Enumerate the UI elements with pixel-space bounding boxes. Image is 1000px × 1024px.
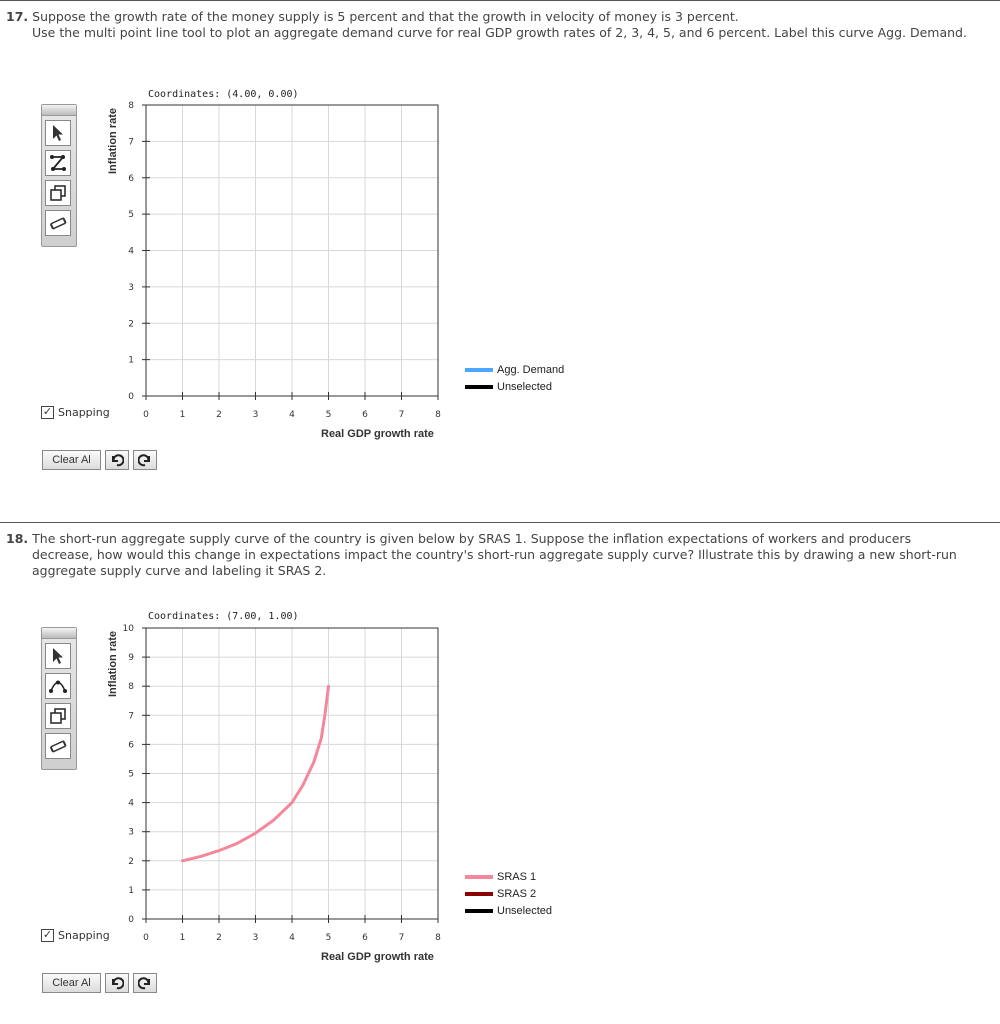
legend-label: Unselected xyxy=(497,380,553,393)
coordinates-readout: Coordinates: (4.00, 0.00) xyxy=(148,89,299,100)
legend-label: SRAS 1 xyxy=(497,870,537,883)
x-tick-label: 1 xyxy=(179,933,186,943)
legend-item-unselected[interactable] xyxy=(465,902,552,919)
legend-item-sras2[interactable] xyxy=(465,885,552,902)
legend-swatch xyxy=(465,368,493,372)
x-tick-label: 5 xyxy=(325,410,332,420)
x-tick-label: 7 xyxy=(398,933,405,943)
y-tick-label: 5 xyxy=(128,210,134,221)
x-axis-label: Real GDP growth rate xyxy=(321,428,434,440)
y-tick-label: 1 xyxy=(128,355,134,366)
y-tick-label: 0 xyxy=(128,915,134,925)
x-tick-label: 3 xyxy=(252,410,259,420)
legend-label: Unselected xyxy=(497,904,553,917)
y-tick-label: 10 xyxy=(122,624,134,634)
undo-button[interactable] xyxy=(105,973,129,993)
x-tick-label: 8 xyxy=(435,933,441,943)
y-tick-label: 1 xyxy=(128,885,134,896)
question-text-line1: Suppose the growth rate of the money supply is 5 percent and that the growth in velocity of money is 3 percent. xyxy=(32,9,739,24)
y-tick-label: 6 xyxy=(128,173,134,184)
coordinates-readout: Coordinates: (7.00, 1.00) xyxy=(148,611,299,622)
x-tick-label: 6 xyxy=(362,410,368,420)
snapping-toggle[interactable] xyxy=(41,929,110,942)
y-tick-label: 2 xyxy=(128,856,134,867)
legend xyxy=(465,868,552,919)
legend xyxy=(465,361,564,395)
y-tick-label: 8 xyxy=(128,101,134,111)
x-tick-label: 0 xyxy=(143,933,149,943)
clear-all-button[interactable]: Clear Al xyxy=(42,450,101,470)
drawing-toolbar xyxy=(41,627,77,770)
legend-label: Agg. Demand xyxy=(497,363,565,376)
y-tick-label: 4 xyxy=(128,798,134,809)
question-number: 17. xyxy=(6,9,29,24)
clear-all-button[interactable]: Clear Al xyxy=(42,973,101,993)
x-tick-label: 0 xyxy=(143,410,149,420)
x-tick-label: 4 xyxy=(289,933,295,943)
toolbar-cap xyxy=(42,628,76,639)
y-tick-label: 3 xyxy=(128,282,134,293)
x-tick-label: 4 xyxy=(289,410,295,420)
select-arrow-icon[interactable] xyxy=(45,643,71,669)
redo-button[interactable] xyxy=(133,973,157,993)
curve-tool-icon[interactable] xyxy=(45,673,71,699)
legend-swatch xyxy=(465,909,493,913)
x-tick-label: 5 xyxy=(325,933,332,943)
x-tick-label: 3 xyxy=(252,933,259,943)
copy-icon[interactable] xyxy=(45,703,71,729)
question-text-line1: The short-run aggregate supply curve of the country is given below by SRAS 1. Suppose the inflation expectations of workers and producers xyxy=(32,531,912,546)
legend-item-sras1[interactable] xyxy=(465,868,552,885)
x-tick-label: 2 xyxy=(216,933,222,943)
snapping-checkbox[interactable]: ✓ xyxy=(42,928,53,941)
y-tick-label: 0 xyxy=(128,392,134,402)
x-tick-label: 8 xyxy=(435,410,441,420)
y-tick-label: 3 xyxy=(128,827,134,838)
question-text-line2: decrease, how would this change in expectations impact the country's short-run aggregate supply curve? Illustrate this by drawing a new short-run aggregate supply curve and labeling it SRAS 2. xyxy=(32,547,957,578)
section-rule xyxy=(0,522,1000,523)
legend-swatch xyxy=(465,385,493,389)
question-number: 18. xyxy=(6,531,29,546)
question-18 xyxy=(6,531,991,579)
legend-item-unselected[interactable] xyxy=(465,378,564,395)
legend-swatch xyxy=(465,875,493,879)
undo-icon xyxy=(110,976,124,990)
y-tick-label: 7 xyxy=(128,137,134,148)
y-tick-label: 2 xyxy=(128,319,134,330)
legend-swatch xyxy=(465,892,493,896)
y-tick-label: 5 xyxy=(128,769,134,780)
redo-icon xyxy=(138,976,152,990)
y-axis-label: Inflation rate xyxy=(107,630,119,697)
y-tick-label: 4 xyxy=(128,246,134,257)
snapping-label: Snapping xyxy=(58,406,110,419)
eraser-icon[interactable] xyxy=(45,733,71,759)
y-axis-label: Inflation rate xyxy=(107,107,119,174)
x-tick-label: 1 xyxy=(179,410,186,420)
y-tick-label: 8 xyxy=(128,682,134,693)
legend-label: SRAS 2 xyxy=(497,887,537,900)
snapping-checkbox[interactable]: ✓ xyxy=(42,405,53,418)
x-tick-label: 6 xyxy=(362,933,368,943)
x-axis-label: Real GDP growth rate xyxy=(321,951,434,963)
snapping-label: Snapping xyxy=(58,929,110,942)
y-tick-label: 6 xyxy=(128,740,134,751)
y-tick-label: 7 xyxy=(128,711,134,722)
x-tick-label: 2 xyxy=(216,410,222,420)
x-tick-label: 7 xyxy=(398,410,405,420)
y-tick-label: 9 xyxy=(128,653,134,664)
question-text-line2: Use the multi point line tool to plot an aggregate demand curve for real GDP growth rates of 2, 3, 4, 5, and 6 percent. Label this curve Agg. Demand. xyxy=(32,25,967,40)
legend-item-agg-demand[interactable] xyxy=(465,361,564,378)
